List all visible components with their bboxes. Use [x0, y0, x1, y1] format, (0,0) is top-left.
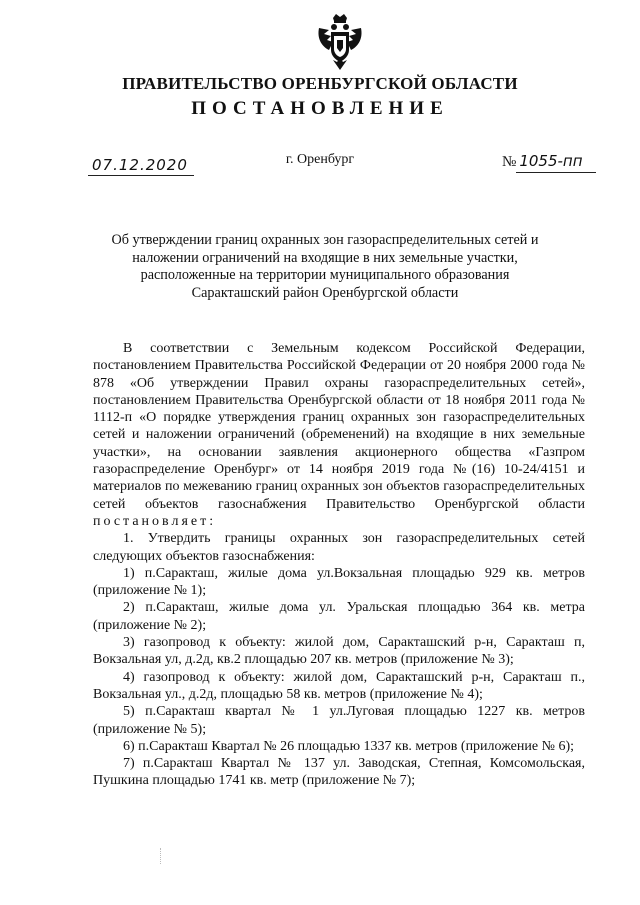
list-item: 1. Утвердить границы охранных зон газораспределительных сетей следующих объектов газоснабжения: — [93, 531, 585, 564]
list-item: 6) п.Саракташ Квартал № 26 площадью 1337 кв. метров (приложение № 6); — [123, 738, 575, 754]
list-item: 4) газопровод к объекту: жилой дом, Саракташский р-н, Саракташ п., Вокзальная ул., д.2д, площадью 58 кв. метров (приложение № 4); — [93, 669, 585, 702]
number-underline — [516, 172, 596, 173]
list-item: 1) п.Саракташ, жилые дома ул.Вокзальная площадью 929 кв. метров (приложение № 1); — [93, 565, 585, 599]
document-number — [502, 152, 583, 171]
scan-mark — [160, 848, 162, 864]
document-city: г. Оренбург — [285, 152, 355, 167]
document-type-title: ПОСТАНОВЛЕНИЕ — [191, 98, 449, 119]
list-item: 7) п.Саракташ Квартал № 137 ул. Заводская, Степная, Комсомольская, Пушкина площадью 1741 кв. метр (приложение № 7); — [93, 756, 585, 789]
preamble-paragraph — [93, 340, 585, 530]
document-body — [93, 340, 585, 790]
number-sign: № — [502, 154, 517, 170]
document-subject: Об утверждении границ охранных зон газораспределительных сетей и наложении ограничений на входящие в них земельные участки, расположенные на территории муниципального образования Саракташский район Оренбургской области — [111, 232, 539, 301]
resolves-word: постановляет: — [93, 513, 217, 529]
government-name: ПРАВИТЕЛЬСТВО ОРЕНБУРГСКОЙ ОБЛАСТИ — [122, 74, 518, 93]
date-underline — [88, 175, 194, 176]
number-value: 1055-пп — [519, 152, 583, 170]
preamble-text: В соответствии с Земельным кодексом Российской Федерации, постановлением Правительства Российской Федерации от 20 ноября 2000 года № 878 «Об утверждении Правил охраны газораспределительных сетей», постановлением Правительства Оренбургской области от 18 ноября 2011 года № 1112-п «О порядке утверждения границ охранных зон газораспределительных сетей и наложении ограничений (обременений) на входящие в них земельные участки», на основании заявления акционерного общества «Газпром газораспределение Оренбург» от 14 ноября 2019 года №(16) 10-24/4151 и материалов по межеванию границ охранных зон объектов газораспределительных сетей объектов газоснабжения Правительство Оренбургской области — [93, 341, 585, 512]
list-item: 2) п.Саракташ, жилые дома ул. Уральская площадью 364 кв. метра (приложение № 2); — [93, 600, 585, 633]
list-item: 5) п.Саракташ квартал № 1 ул.Луговая площадью 1227 кв. метров (приложение № 5); — [93, 704, 585, 737]
list-item: 3) газопровод к объекту: жилой дом, Саракташский р-н, Саракташ п, Вокзальная ул, д.2д, кв.2 площадью 207 кв. метров (приложение № 3); — [93, 635, 585, 668]
coat-of-arms-icon — [313, 12, 367, 72]
document-date: 07.12.2020 — [92, 156, 188, 174]
